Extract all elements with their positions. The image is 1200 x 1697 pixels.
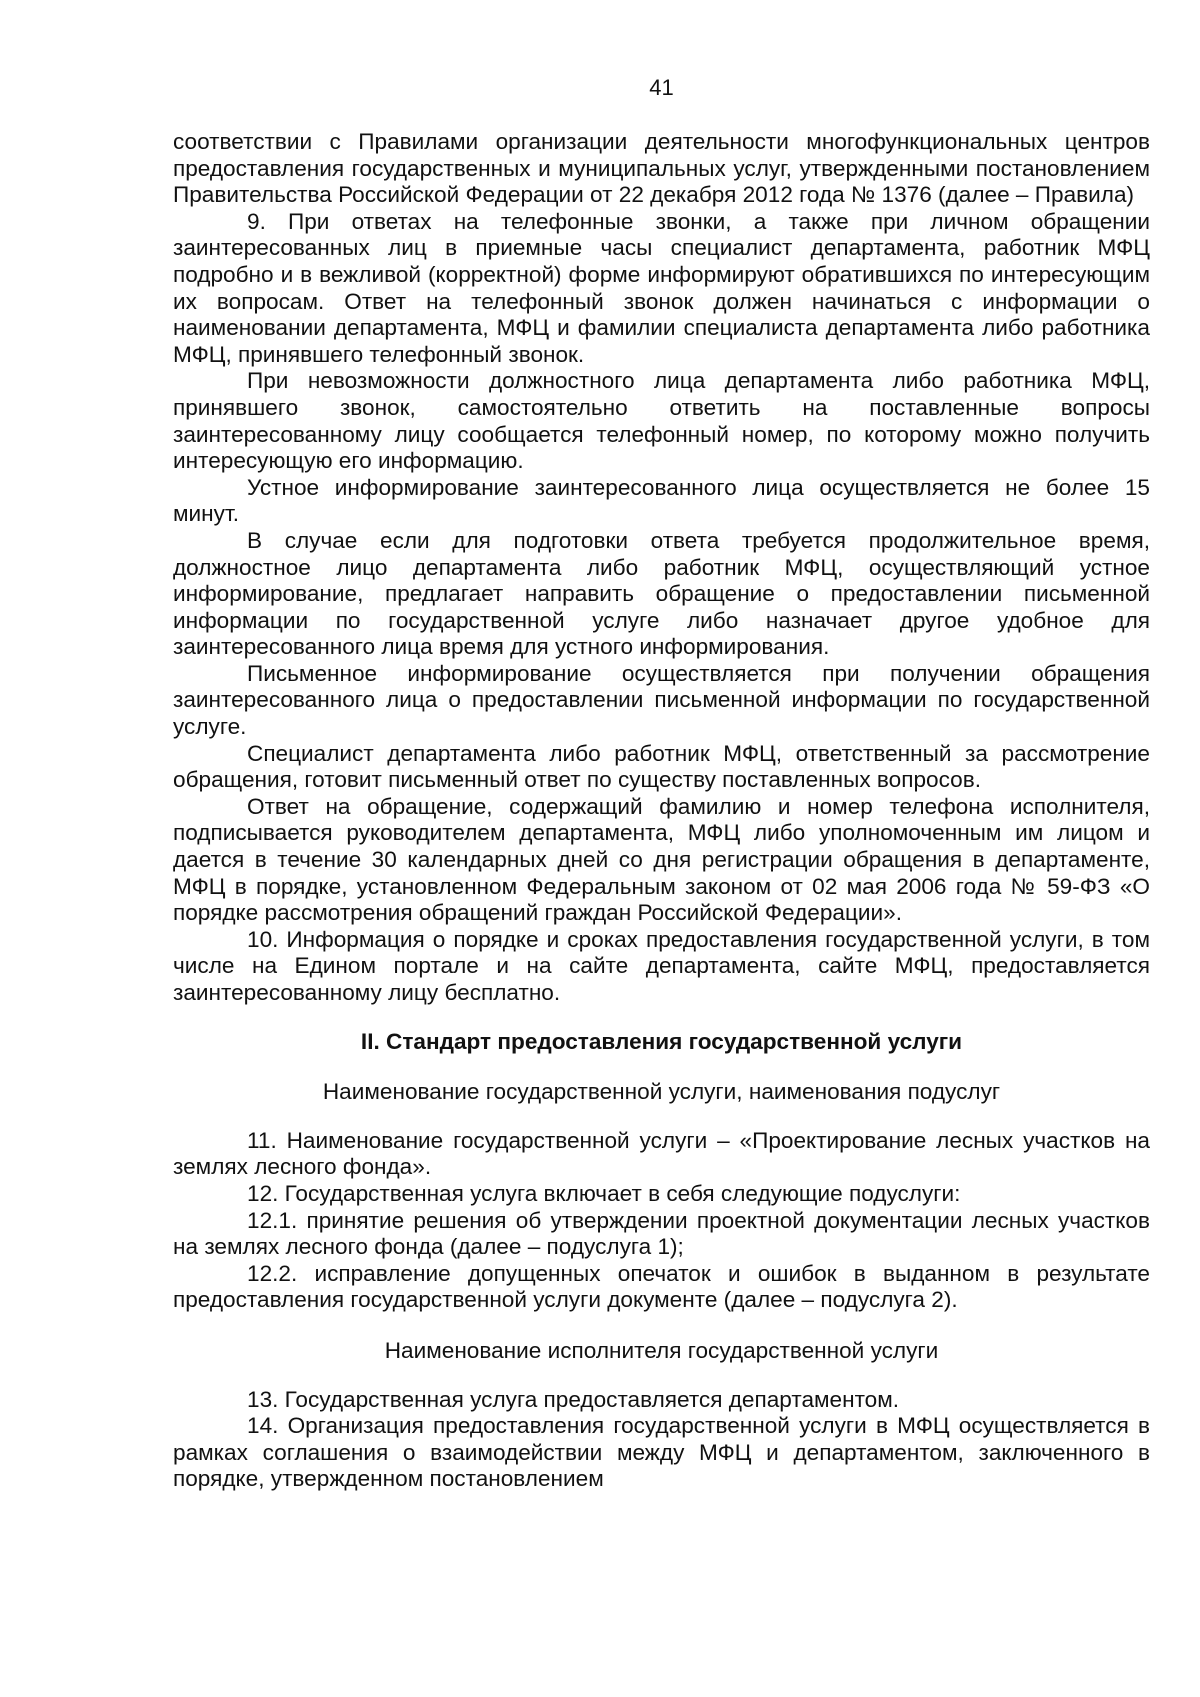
paragraph: Устное информирование заинтересованного лица осуществляется не более 15 минут. bbox=[173, 474, 1150, 527]
paragraph: В случае если для подготовки ответа требуется продолжительное время, должностное лицо департамента либо работник МФЦ, осуществляющий устное информирование, предлагает направить обращение о предоставлении письменной информации по государственной услуге либо назначает другое удобное для заинтересованного лица время для устного информирования. bbox=[173, 527, 1150, 660]
paragraph: 13. Государственная услуга предоставляется департаментом. bbox=[247, 1386, 900, 1412]
paragraph: соответствии с Правилами организации деятельности многофункциональных центров предоставления государственных и муниципальных услуг, утвержденными постановлением Правительства Российской Федерации от 22 декабря 2012 года № 1376 (далее – Правила) bbox=[173, 129, 1150, 208]
paragraph: 12.1. принятие решения об утверждении проектной документации лесных участков на землях лесного фонда (далее – подуслуга 1); bbox=[173, 1207, 1150, 1260]
paragraph: 9. При ответах на телефонные звонки, а также при личном обращении заинтересованных лиц в приемные часы специалист департамента, работник МФЦ подробно и в вежливой (корректной) форме информируют обратившихся по интересующим их вопросам. Ответ на телефонный звонок должен начинаться с информации о наименовании департамента, МФЦ и фамилии специалиста департамента либо работника МФЦ, принявшего телефонный звонок. bbox=[173, 208, 1150, 367]
paragraph-group-executor bbox=[173, 1387, 1150, 1493]
section-title: II. Стандарт предоставления государственной услуги bbox=[360, 1028, 963, 1054]
paragraph: 12. Государственная услуга включает в себя следующие подуслуги: bbox=[247, 1180, 961, 1206]
paragraph: Ответ на обращение, содержащий фамилию и номер телефона исполнителя, подписывается руководителем департамента, МФЦ либо уполномоченным им лицом и дается в течение 30 календарных дней со дня регистрации обращения в департаменте, МФЦ в порядке, установленном Федеральным законом от 02 мая 2006 года № 59-ФЗ «О порядке рассмотрения обращений граждан Российской Федерации». bbox=[173, 793, 1150, 926]
paragraph-group-intro bbox=[173, 129, 1150, 1007]
paragraph: Специалист департамента либо работник МФЦ, ответственный за рассмотрение обращения, готовит письменный ответ по существу поставленных вопросов. bbox=[173, 740, 1150, 793]
paragraph: 11. Наименование государственной услуги – «Проектирование лесных участков на землях лесного фонда». bbox=[173, 1127, 1150, 1180]
subheading-service-name: Наименование государственной услуги, наименования подуслуг bbox=[322, 1079, 1001, 1105]
document-body bbox=[173, 129, 1150, 1493]
paragraph: 10. Информация о порядке и сроках предоставления государственной услуги, в том числе на Едином портале и на сайте департамента, сайте МФЦ, предоставляется заинтересованному лицу бесплатно. bbox=[173, 926, 1150, 1005]
paragraph: Письменное информирование осуществляется при получении обращения заинтересованного лица о предоставлении письменной информации по государственной услуге. bbox=[173, 660, 1150, 740]
paragraph-group-service bbox=[173, 1128, 1150, 1314]
paragraph: При невозможности должностного лица департамента либо работника МФЦ, принявшего звонок, самостоятельно ответить на поставленные вопросы заинтересованному лицу сообщается телефонный номер, по которому можно получить интересующую его информацию. bbox=[173, 368, 1150, 474]
subheading-service-executor: Наименование исполнителя государственной услуги bbox=[384, 1337, 939, 1363]
paragraph: 14. Организация предоставления государственной услуги в МФЦ осуществляется в рамках соглашения о взаимодействии между МФЦ и департаментом, заключенного в порядке, утвержденном постановлением bbox=[173, 1413, 1150, 1492]
page-number: 41 bbox=[649, 75, 674, 100]
paragraph: 12.2. исправление допущенных опечаток и ошибок в выданном в результате предоставления государственной услуги документе (далее – подуслуга 2). bbox=[173, 1260, 1150, 1313]
